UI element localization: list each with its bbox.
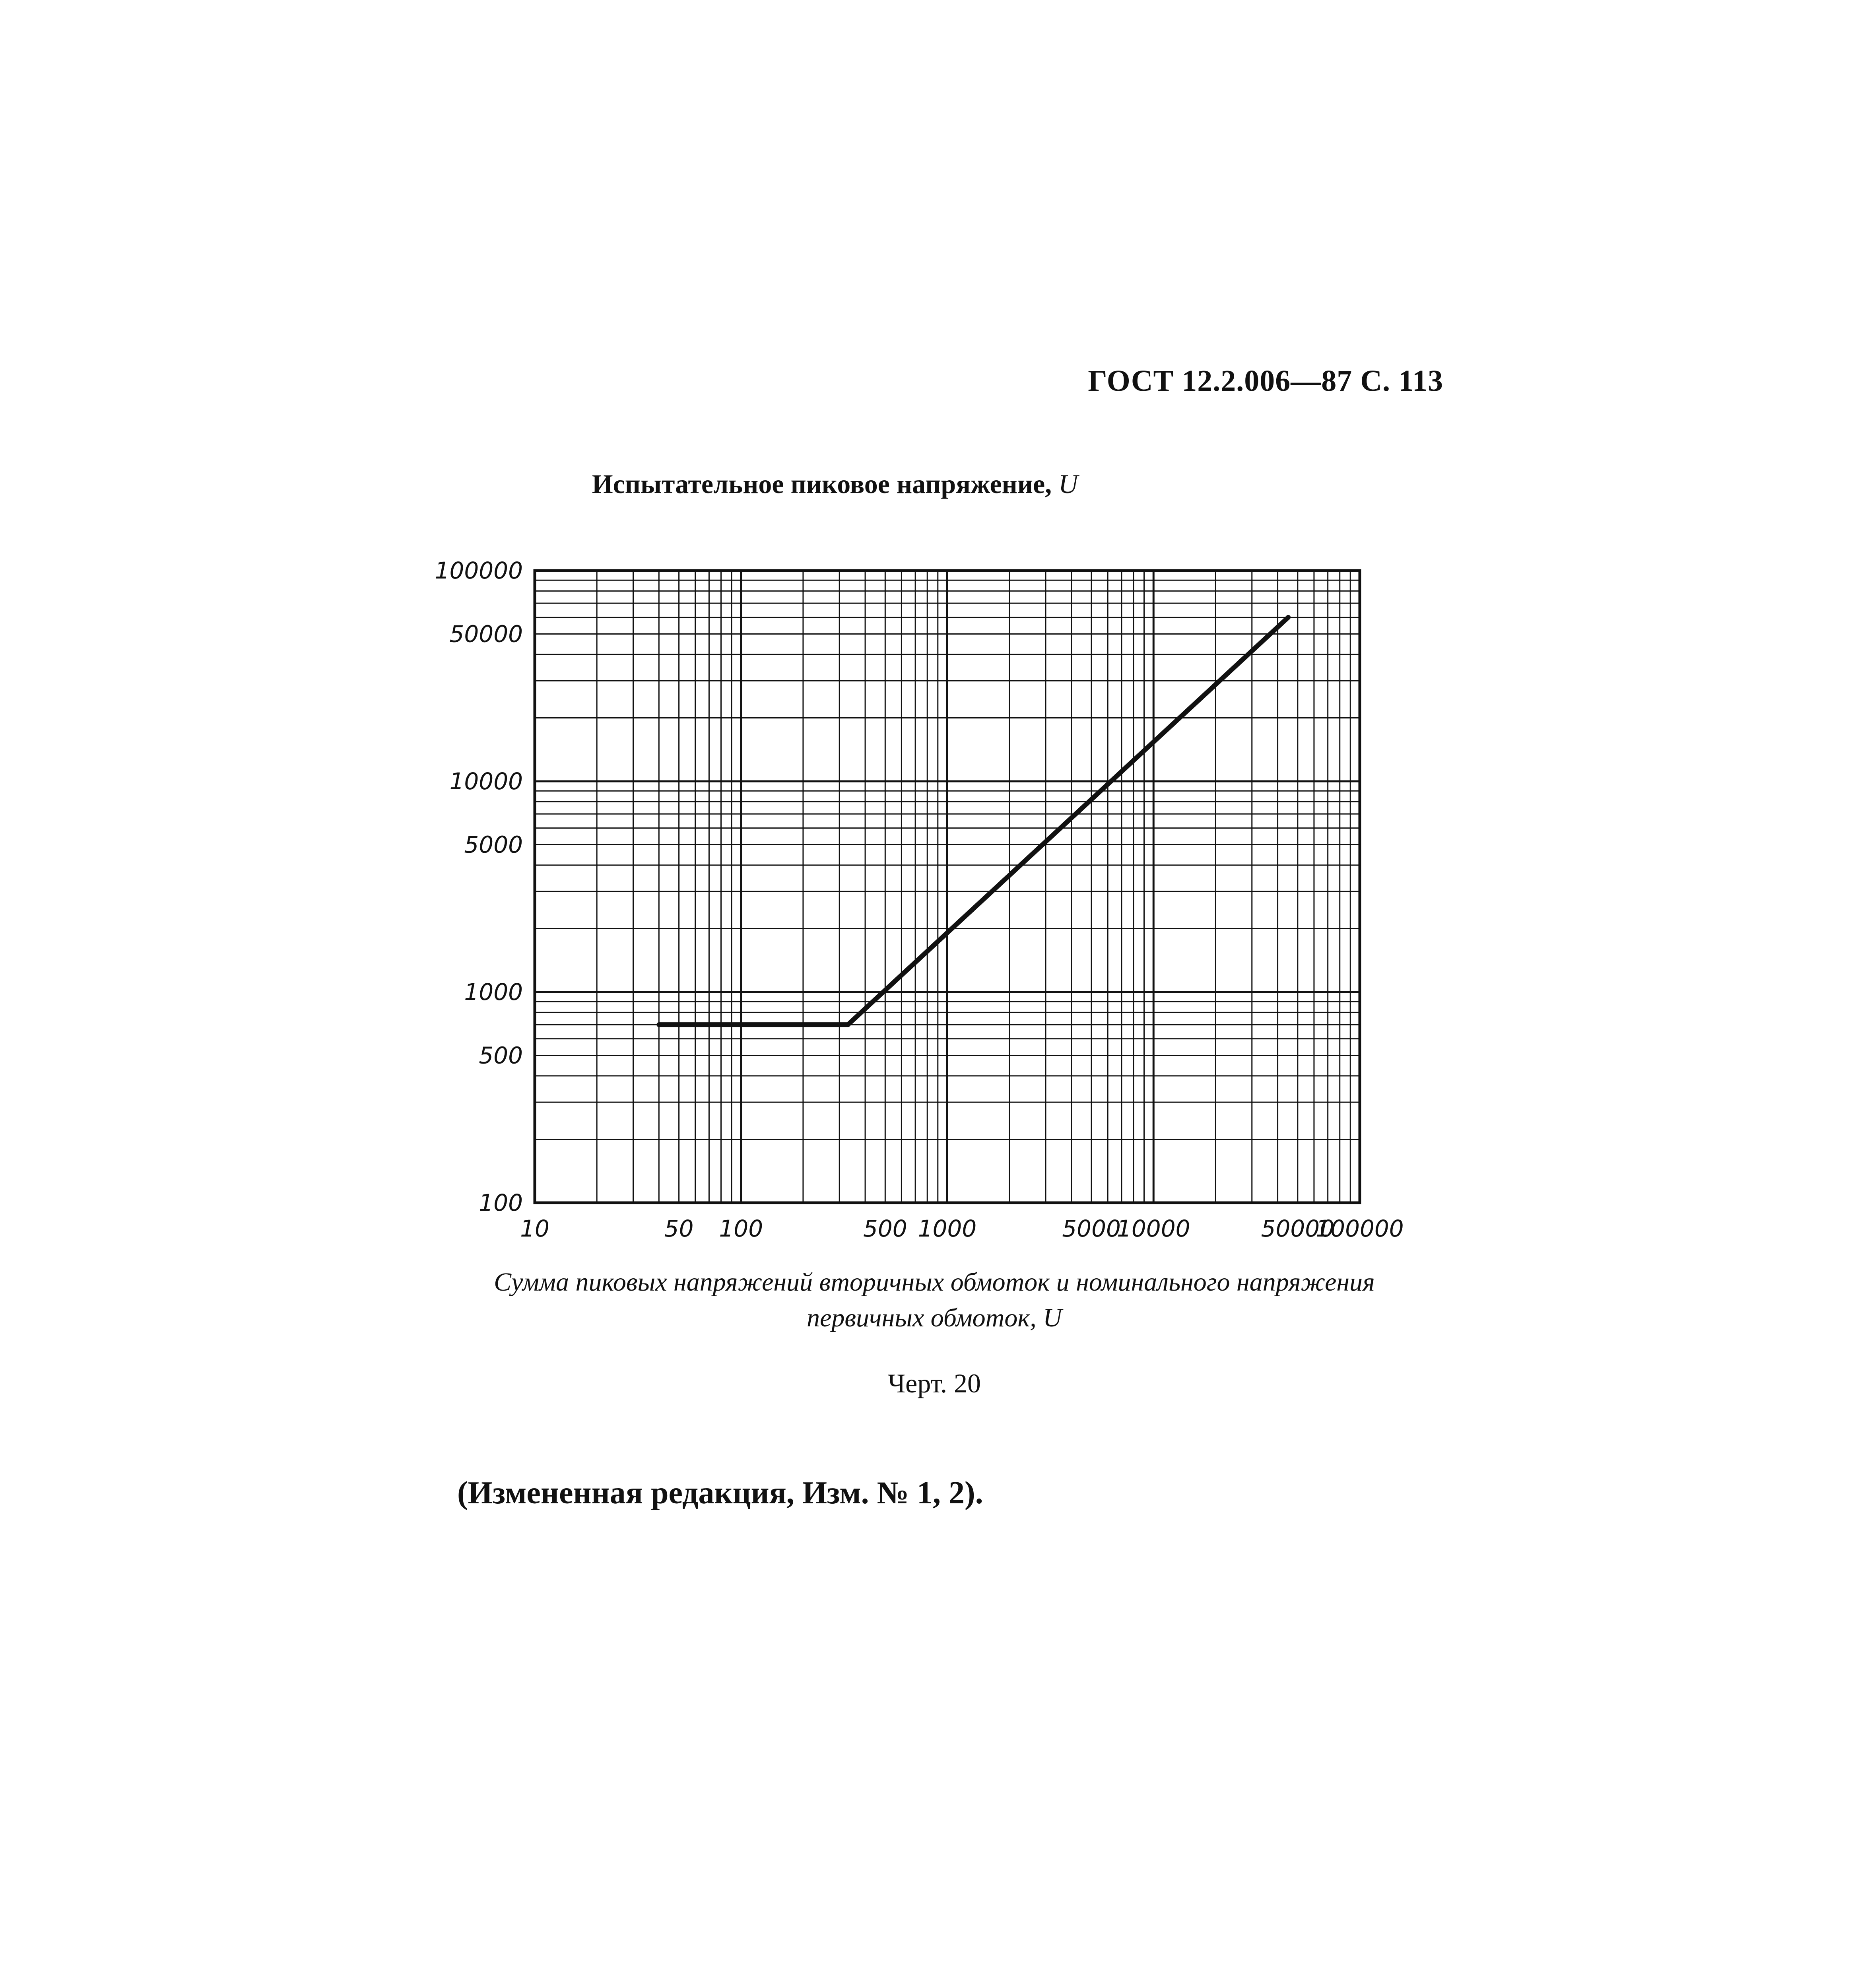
x-tick-label: 100 xyxy=(719,1215,763,1242)
y-tick-label: 100000 xyxy=(435,557,523,584)
data-point xyxy=(1286,615,1291,620)
data-point xyxy=(656,1022,661,1027)
figure-caption: Черт. 20 xyxy=(887,1368,981,1398)
x-axis-caption xyxy=(358,1264,1511,1336)
x-tick-label: 5000 xyxy=(1062,1215,1121,1242)
y-tick-labels xyxy=(435,557,523,1216)
chart-title-unit: U xyxy=(1058,469,1078,499)
x-tick-label: 100000 xyxy=(1316,1215,1404,1242)
x-tick-label: 500 xyxy=(863,1215,907,1242)
y-tick-label: 10000 xyxy=(449,768,523,795)
chart-title-text: Испытательное пиковое напряжение, xyxy=(592,469,1052,499)
page-header: ГОСТ 12.2.006—87 С. 113 xyxy=(1088,364,1443,398)
y-tick-label: 1000 xyxy=(464,978,523,1006)
y-tick-label: 5000 xyxy=(464,831,523,858)
x-axis-caption-line-1: Сумма пиковых напряжений вторичных обмоток и номинального напряжения xyxy=(494,1268,1375,1297)
y-tick-label: 500 xyxy=(479,1042,523,1069)
data-point xyxy=(846,1022,850,1027)
revision-note: (Измененная редакция, Изм. № 1, 2). xyxy=(457,1475,983,1510)
x-tick-label: 1000 xyxy=(918,1215,977,1242)
x-axis-caption-line-2: первичных обмоток, U xyxy=(807,1303,1062,1332)
x-tick-label: 10 xyxy=(520,1215,549,1242)
y-tick-label: 100 xyxy=(479,1189,523,1216)
x-tick-label: 50 xyxy=(664,1215,694,1242)
x-tick-label: 50000 xyxy=(1261,1215,1335,1242)
series-line xyxy=(659,617,1288,1025)
x-tick-labels xyxy=(520,1215,1404,1242)
x-tick-label: 10000 xyxy=(1116,1215,1190,1242)
y-tick-label: 50000 xyxy=(449,620,523,648)
